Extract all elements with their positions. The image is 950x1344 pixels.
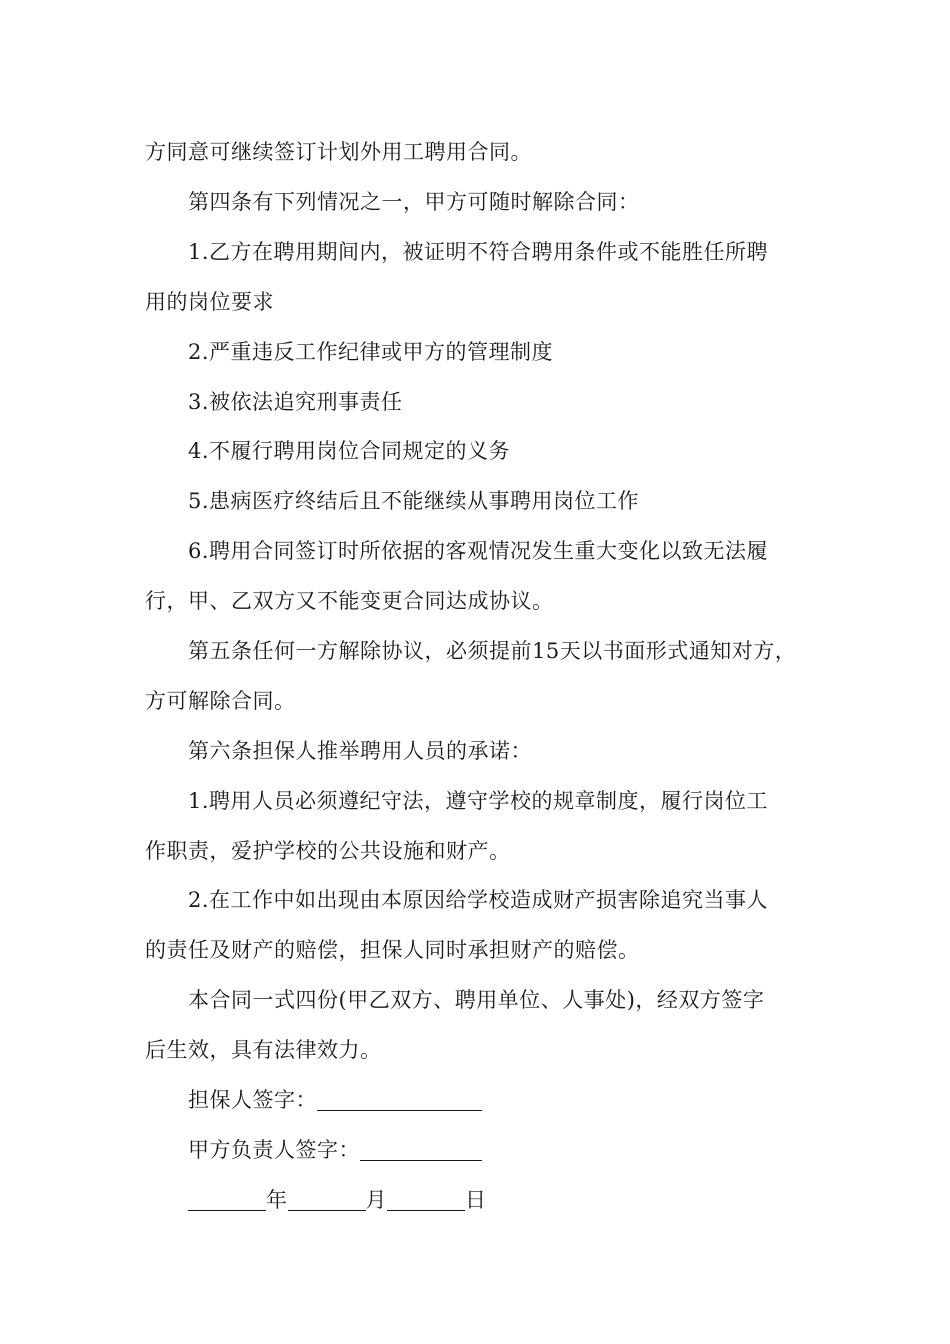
clause-four-item-1: 1.乙方在聘用期间内，被证明不符合聘用条件或不能胜任所聘 <box>188 240 769 264</box>
month-label: 月 <box>365 1188 387 1212</box>
date-row <box>188 1187 868 1213</box>
contract-copies-note: 本合同一式四份(甲乙双方、聘用单位、人事处)，经双方签字 <box>188 988 765 1012</box>
clause-five-cont: 方可解除合同。 <box>145 689 296 713</box>
clause-six-heading: 第六条担保人推举聘用人员的承诺： <box>188 739 532 763</box>
month-blank[interactable] <box>288 1192 366 1211</box>
guarantor-signature-label: 担保人签字： <box>188 1088 317 1112</box>
clause-six-item-2-cont: 的责任及财产的赔偿，担保人同时承担财产的赔偿。 <box>145 938 640 962</box>
clause-four-item-6: 6.聘用合同签订时所依据的客观情况发生重大变化以致无法履 <box>188 539 769 563</box>
guarantor-signature-row <box>188 1087 868 1113</box>
contract-copies-note-cont: 后生效，具有法律效力。 <box>145 1038 382 1062</box>
clause-five: 第五条任何一方解除协议，必须提前15天以书面形式通知对方， <box>188 639 797 663</box>
clause-four-heading: 第四条有下列情况之一，甲方可随时解除合同： <box>188 190 640 214</box>
clause-four-item-4: 4.不履行聘用岗位合同规定的义务 <box>188 439 511 463</box>
day-blank[interactable] <box>387 1192 465 1211</box>
party-a-signature-blank[interactable] <box>360 1142 482 1161</box>
clause-four-item-6-cont: 行，甲、乙双方又不能变更合同达成协议。 <box>145 589 554 613</box>
day-label: 日 <box>465 1188 487 1212</box>
year-blank[interactable] <box>188 1192 266 1211</box>
clause-four-item-3: 3.被依法追究刑事责任 <box>188 390 403 414</box>
year-label: 年 <box>266 1188 288 1212</box>
clause-four-item-2: 2.严重违反工作纪律或甲方的管理制度 <box>188 340 554 364</box>
paragraph-line: 方同意可继续签订计划外用工聘用合同。 <box>145 140 532 164</box>
clause-six-item-1: 1.聘用人员必须遵纪守法，遵守学校的规章制度，履行岗位工 <box>188 789 769 813</box>
clause-six-item-1-cont: 作职责，爱护学校的公共设施和财产。 <box>145 839 511 863</box>
guarantor-signature-blank[interactable] <box>317 1092 482 1111</box>
clause-four-item-5: 5.患病医疗终结后且不能继续从事聘用岗位工作 <box>188 489 640 513</box>
party-a-signature-label: 甲方负责人签字： <box>188 1138 360 1162</box>
clause-four-item-1-cont: 用的岗位要求 <box>145 290 274 314</box>
clause-six-item-2: 2.在工作中如出现由本原因给学校造成财产损害除追究当事人 <box>188 888 769 912</box>
party-a-signature-row <box>188 1137 868 1163</box>
